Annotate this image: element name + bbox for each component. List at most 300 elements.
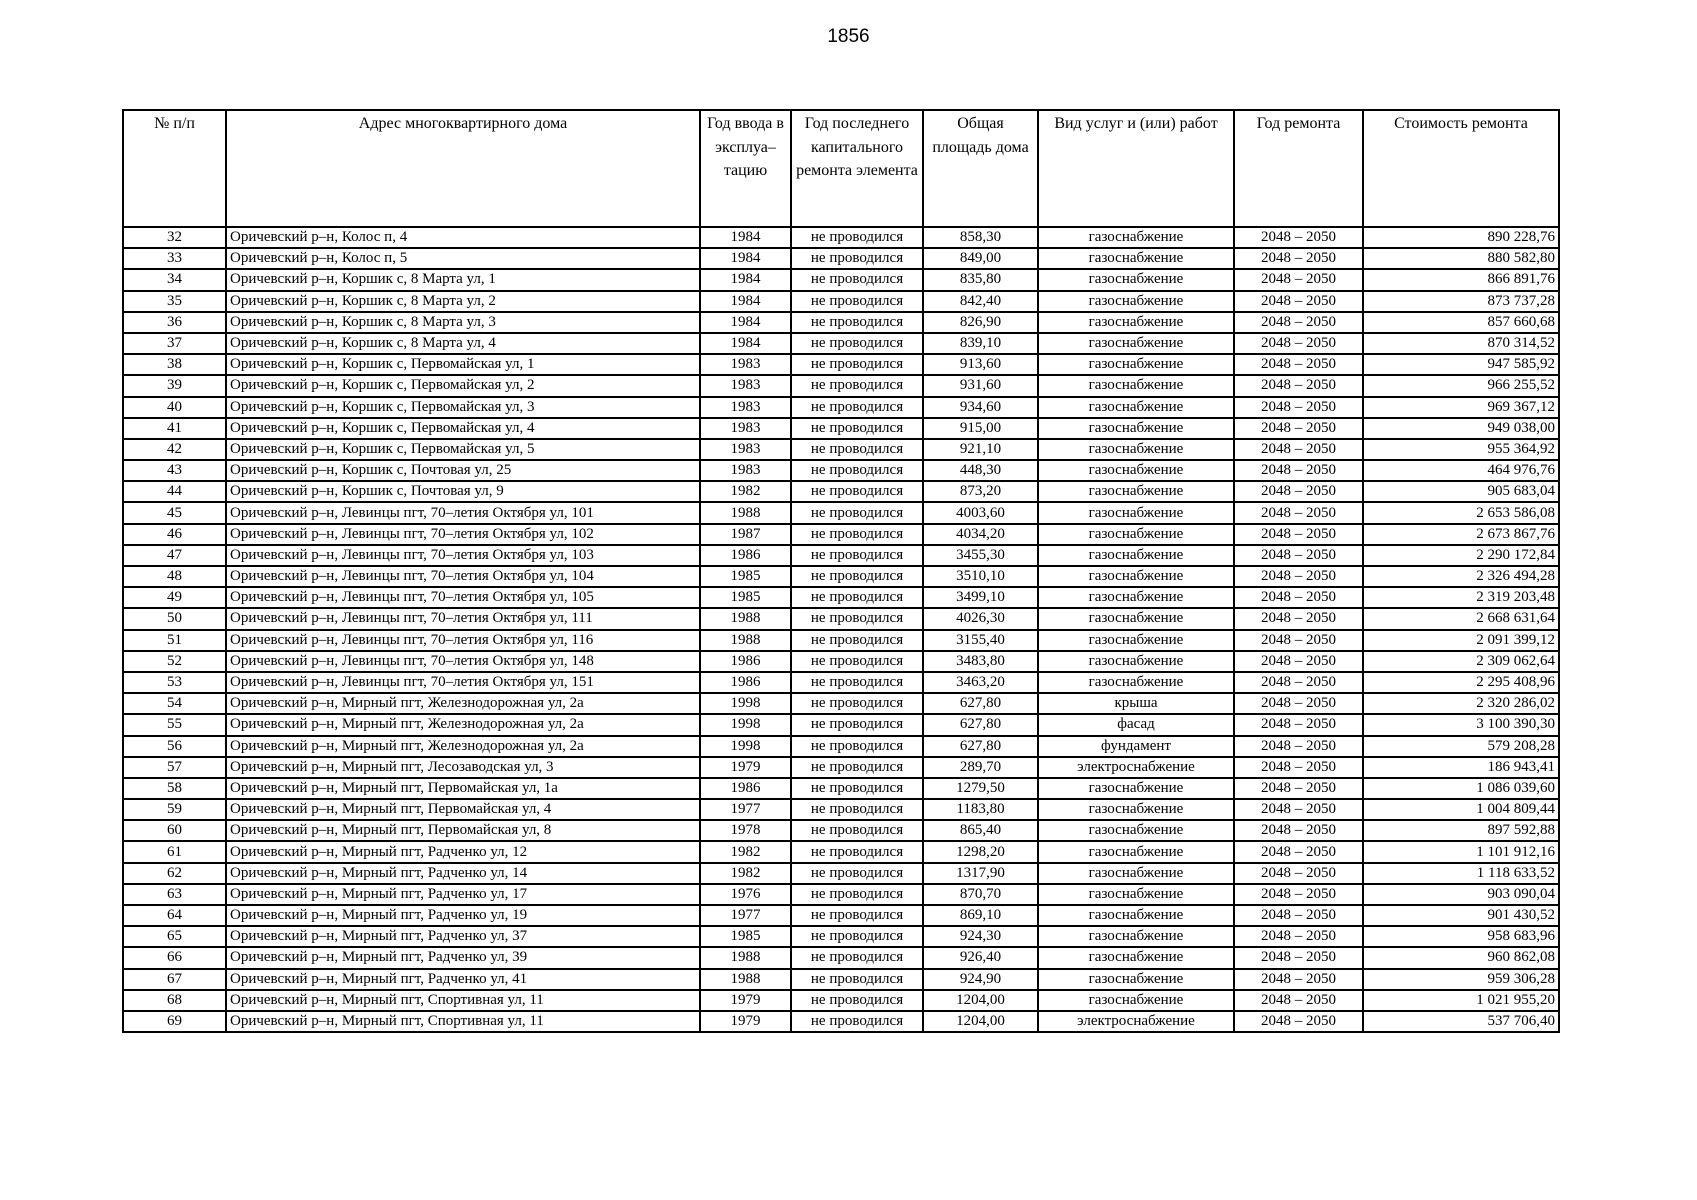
cell-repair-year: 2048 – 2050 xyxy=(1234,227,1363,248)
cell-last-repair: не проводился xyxy=(791,757,923,778)
cell-cost: 890 228,76 xyxy=(1363,227,1559,248)
cell-last-repair: не проводился xyxy=(791,227,923,248)
cell-repair-year: 2048 – 2050 xyxy=(1234,969,1363,990)
table-row xyxy=(123,714,1559,735)
cell-cost: 2 290 172,84 xyxy=(1363,545,1559,566)
table-row xyxy=(123,693,1559,714)
cell-service: газоснабжение xyxy=(1038,502,1234,523)
cell-area: 1317,90 xyxy=(923,863,1038,884)
cell-service: газоснабжение xyxy=(1038,566,1234,587)
cell-address: Оричевский р–н, Мирный пгт, Радченко ул, 14 xyxy=(226,863,700,884)
table-row xyxy=(123,545,1559,566)
cell-repair-year: 2048 – 2050 xyxy=(1234,757,1363,778)
header-repair-year: Год ремонта xyxy=(1234,110,1363,227)
cell-address: Оричевский р–н, Мирный пгт, Лесозаводская ул, 3 xyxy=(226,757,700,778)
cell-num: 66 xyxy=(123,947,226,968)
cell-service: газоснабжение xyxy=(1038,884,1234,905)
cell-last-repair: не проводился xyxy=(791,672,923,693)
table-row xyxy=(123,905,1559,926)
cell-repair-year: 2048 – 2050 xyxy=(1234,545,1363,566)
cell-last-repair: не проводился xyxy=(791,884,923,905)
cell-service: газоснабжение xyxy=(1038,820,1234,841)
cell-last-repair: не проводился xyxy=(791,460,923,481)
cell-area: 858,30 xyxy=(923,227,1038,248)
cell-repair-year: 2048 – 2050 xyxy=(1234,884,1363,905)
cell-last-repair: не проводился xyxy=(791,905,923,926)
cell-year-built: 1985 xyxy=(700,926,791,947)
cell-num: 49 xyxy=(123,587,226,608)
table-row xyxy=(123,291,1559,312)
cell-service: газоснабжение xyxy=(1038,291,1234,312)
cell-service: газоснабжение xyxy=(1038,481,1234,502)
cell-service: электроснабжение xyxy=(1038,1011,1234,1032)
cell-service: газоснабжение xyxy=(1038,397,1234,418)
cell-cost: 947 585,92 xyxy=(1363,354,1559,375)
cell-address: Оричевский р–н, Левинцы пгт, 70–летия Октября ул, 102 xyxy=(226,524,700,545)
cell-address: Оричевский р–н, Колос п, 5 xyxy=(226,248,700,269)
cell-repair-year: 2048 – 2050 xyxy=(1234,312,1363,333)
cell-address: Оричевский р–н, Мирный пгт, Железнодорожная ул, 2а xyxy=(226,693,700,714)
cell-repair-year: 2048 – 2050 xyxy=(1234,354,1363,375)
cell-service: газоснабжение xyxy=(1038,227,1234,248)
cell-repair-year: 2048 – 2050 xyxy=(1234,947,1363,968)
cell-cost: 2 295 408,96 xyxy=(1363,672,1559,693)
cell-service: фасад xyxy=(1038,714,1234,735)
cell-year-built: 1986 xyxy=(700,651,791,672)
cell-repair-year: 2048 – 2050 xyxy=(1234,291,1363,312)
cell-last-repair: не проводился xyxy=(791,714,923,735)
cell-num: 34 xyxy=(123,269,226,290)
cell-cost: 2 319 203,48 xyxy=(1363,587,1559,608)
cell-repair-year: 2048 – 2050 xyxy=(1234,269,1363,290)
cell-last-repair: не проводился xyxy=(791,312,923,333)
cell-repair-year: 2048 – 2050 xyxy=(1234,651,1363,672)
table-row xyxy=(123,397,1559,418)
cell-cost: 960 862,08 xyxy=(1363,947,1559,968)
table-row xyxy=(123,651,1559,672)
cell-cost: 2 320 286,02 xyxy=(1363,693,1559,714)
cell-area: 926,40 xyxy=(923,947,1038,968)
cell-num: 53 xyxy=(123,672,226,693)
cell-repair-year: 2048 – 2050 xyxy=(1234,841,1363,862)
cell-address: Оричевский р–н, Коршик с, Первомайская ул, 2 xyxy=(226,375,700,396)
cell-num: 33 xyxy=(123,248,226,269)
cell-service: газоснабжение xyxy=(1038,333,1234,354)
cell-year-built: 1982 xyxy=(700,841,791,862)
cell-last-repair: не проводился xyxy=(791,502,923,523)
cell-num: 42 xyxy=(123,439,226,460)
cell-area: 1279,50 xyxy=(923,778,1038,799)
cell-num: 39 xyxy=(123,375,226,396)
cell-address: Оричевский р–н, Коршик с, Первомайская ул, 1 xyxy=(226,354,700,375)
cell-num: 54 xyxy=(123,693,226,714)
table-header-row xyxy=(123,110,1559,227)
cell-num: 68 xyxy=(123,990,226,1011)
header-num: № п/п xyxy=(123,110,226,227)
cell-area: 869,10 xyxy=(923,905,1038,926)
cell-repair-year: 2048 – 2050 xyxy=(1234,481,1363,502)
cell-num: 62 xyxy=(123,863,226,884)
cell-last-repair: не проводился xyxy=(791,608,923,629)
cell-year-built: 1983 xyxy=(700,375,791,396)
cell-address: Оричевский р–н, Мирный пгт, Железнодорожная ул, 2а xyxy=(226,714,700,735)
cell-last-repair: не проводился xyxy=(791,947,923,968)
cell-year-built: 1984 xyxy=(700,248,791,269)
cell-cost: 2 653 586,08 xyxy=(1363,502,1559,523)
cell-address: Оричевский р–н, Коршик с, Первомайская ул, 4 xyxy=(226,418,700,439)
cell-address: Оричевский р–н, Левинцы пгт, 70–летия Октября ул, 101 xyxy=(226,502,700,523)
cell-area: 835,80 xyxy=(923,269,1038,290)
cell-area: 289,70 xyxy=(923,757,1038,778)
table-row xyxy=(123,672,1559,693)
table-row xyxy=(123,608,1559,629)
cell-repair-year: 2048 – 2050 xyxy=(1234,820,1363,841)
table-row xyxy=(123,969,1559,990)
cell-area: 1298,20 xyxy=(923,841,1038,862)
table-row xyxy=(123,841,1559,862)
table-row xyxy=(123,630,1559,651)
cell-year-built: 1984 xyxy=(700,333,791,354)
cell-last-repair: не проводился xyxy=(791,397,923,418)
table-row xyxy=(123,248,1559,269)
cell-service: газоснабжение xyxy=(1038,799,1234,820)
cell-num: 52 xyxy=(123,651,226,672)
cell-num: 37 xyxy=(123,333,226,354)
cell-area: 842,40 xyxy=(923,291,1038,312)
table-row xyxy=(123,566,1559,587)
cell-cost: 1 004 809,44 xyxy=(1363,799,1559,820)
cell-last-repair: не проводился xyxy=(791,291,923,312)
cell-cost: 880 582,80 xyxy=(1363,248,1559,269)
cell-address: Оричевский р–н, Мирный пгт, Железнодорожная ул, 2а xyxy=(226,736,700,757)
cell-cost: 905 683,04 xyxy=(1363,481,1559,502)
cell-cost: 1 086 039,60 xyxy=(1363,778,1559,799)
cell-service: газоснабжение xyxy=(1038,672,1234,693)
cell-cost: 1 101 912,16 xyxy=(1363,841,1559,862)
cell-year-built: 1983 xyxy=(700,460,791,481)
table-row xyxy=(123,587,1559,608)
cell-num: 59 xyxy=(123,799,226,820)
cell-service: газоснабжение xyxy=(1038,778,1234,799)
cell-area: 3463,20 xyxy=(923,672,1038,693)
table-row xyxy=(123,375,1559,396)
cell-num: 40 xyxy=(123,397,226,418)
cell-cost: 903 090,04 xyxy=(1363,884,1559,905)
cell-service: газоснабжение xyxy=(1038,969,1234,990)
table-row xyxy=(123,757,1559,778)
cell-repair-year: 2048 – 2050 xyxy=(1234,460,1363,481)
cell-service: газоснабжение xyxy=(1038,269,1234,290)
cell-area: 4026,30 xyxy=(923,608,1038,629)
cell-num: 50 xyxy=(123,608,226,629)
cell-cost: 1 021 955,20 xyxy=(1363,990,1559,1011)
table-row xyxy=(123,418,1559,439)
table-row xyxy=(123,884,1559,905)
cell-last-repair: не проводился xyxy=(791,651,923,672)
cell-repair-year: 2048 – 2050 xyxy=(1234,693,1363,714)
cell-last-repair: не проводился xyxy=(791,524,923,545)
repair-registry-table xyxy=(122,109,1560,1033)
cell-repair-year: 2048 – 2050 xyxy=(1234,630,1363,651)
table-row xyxy=(123,333,1559,354)
cell-last-repair: не проводился xyxy=(791,545,923,566)
cell-address: Оричевский р–н, Мирный пгт, Первомайская ул, 4 xyxy=(226,799,700,820)
header-service: Вид услуг и (или) работ xyxy=(1038,110,1234,227)
cell-repair-year: 2048 – 2050 xyxy=(1234,375,1363,396)
cell-num: 55 xyxy=(123,714,226,735)
cell-area: 4034,20 xyxy=(923,524,1038,545)
cell-last-repair: не проводился xyxy=(791,799,923,820)
cell-cost: 955 364,92 xyxy=(1363,439,1559,460)
cell-year-built: 1987 xyxy=(700,524,791,545)
cell-repair-year: 2048 – 2050 xyxy=(1234,799,1363,820)
cell-service: газоснабжение xyxy=(1038,460,1234,481)
cell-cost: 2 326 494,28 xyxy=(1363,566,1559,587)
cell-num: 57 xyxy=(123,757,226,778)
cell-area: 924,30 xyxy=(923,926,1038,947)
table-row xyxy=(123,863,1559,884)
cell-repair-year: 2048 – 2050 xyxy=(1234,736,1363,757)
cell-service: крыша xyxy=(1038,693,1234,714)
cell-num: 65 xyxy=(123,926,226,947)
table-row xyxy=(123,1011,1559,1032)
cell-service: газоснабжение xyxy=(1038,608,1234,629)
cell-area: 1183,80 xyxy=(923,799,1038,820)
cell-cost: 949 038,00 xyxy=(1363,418,1559,439)
cell-year-built: 1988 xyxy=(700,947,791,968)
table-row xyxy=(123,269,1559,290)
cell-repair-year: 2048 – 2050 xyxy=(1234,1011,1363,1032)
cell-last-repair: не проводился xyxy=(791,969,923,990)
cell-service: газоснабжение xyxy=(1038,312,1234,333)
table-row xyxy=(123,439,1559,460)
cell-area: 4003,60 xyxy=(923,502,1038,523)
cell-repair-year: 2048 – 2050 xyxy=(1234,566,1363,587)
cell-service: газоснабжение xyxy=(1038,545,1234,566)
cell-cost: 2 309 062,64 xyxy=(1363,651,1559,672)
cell-address: Оричевский р–н, Коршик с, 8 Марта ул, 1 xyxy=(226,269,700,290)
cell-year-built: 1983 xyxy=(700,397,791,418)
table-row xyxy=(123,227,1559,248)
cell-last-repair: не проводился xyxy=(791,248,923,269)
cell-year-built: 1986 xyxy=(700,672,791,693)
cell-year-built: 1985 xyxy=(700,587,791,608)
cell-service: газоснабжение xyxy=(1038,439,1234,460)
cell-address: Оричевский р–н, Коршик с, 8 Марта ул, 2 xyxy=(226,291,700,312)
cell-last-repair: не проводился xyxy=(791,863,923,884)
cell-year-built: 1988 xyxy=(700,630,791,651)
cell-year-built: 1983 xyxy=(700,418,791,439)
cell-address: Оричевский р–н, Мирный пгт, Первомайская ул, 8 xyxy=(226,820,700,841)
cell-area: 870,70 xyxy=(923,884,1038,905)
cell-num: 67 xyxy=(123,969,226,990)
cell-address: Оричевский р–н, Мирный пгт, Спортивная ул, 11 xyxy=(226,1011,700,1032)
cell-year-built: 1985 xyxy=(700,566,791,587)
table-row xyxy=(123,926,1559,947)
cell-repair-year: 2048 – 2050 xyxy=(1234,502,1363,523)
cell-year-built: 1984 xyxy=(700,269,791,290)
cell-address: Оричевский р–н, Коршик с, 8 Марта ул, 4 xyxy=(226,333,700,354)
cell-year-built: 1983 xyxy=(700,439,791,460)
cell-cost: 2 668 631,64 xyxy=(1363,608,1559,629)
page-number: 1856 xyxy=(827,26,870,47)
cell-last-repair: не проводился xyxy=(791,1011,923,1032)
cell-address: Оричевский р–н, Мирный пгт, Первомайская ул, 1а xyxy=(226,778,700,799)
cell-last-repair: не проводился xyxy=(791,333,923,354)
cell-area: 627,80 xyxy=(923,693,1038,714)
header-year-built: Год ввода в эксплуа– тацию xyxy=(700,110,791,227)
cell-cost: 537 706,40 xyxy=(1363,1011,1559,1032)
cell-repair-year: 2048 – 2050 xyxy=(1234,418,1363,439)
table-row xyxy=(123,820,1559,841)
cell-area: 839,10 xyxy=(923,333,1038,354)
table-row xyxy=(123,947,1559,968)
cell-address: Оричевский р–н, Мирный пгт, Радченко ул, 17 xyxy=(226,884,700,905)
cell-address: Оричевский р–н, Левинцы пгт, 70–летия Октября ул, 103 xyxy=(226,545,700,566)
cell-address: Оричевский р–н, Левинцы пгт, 70–летия Октября ул, 111 xyxy=(226,608,700,629)
cell-last-repair: не проводился xyxy=(791,630,923,651)
cell-cost: 959 306,28 xyxy=(1363,969,1559,990)
cell-cost: 2 673 867,76 xyxy=(1363,524,1559,545)
cell-num: 63 xyxy=(123,884,226,905)
table-row xyxy=(123,799,1559,820)
cell-year-built: 1983 xyxy=(700,354,791,375)
cell-num: 36 xyxy=(123,312,226,333)
cell-address: Оричевский р–н, Левинцы пгт, 70–летия Октября ул, 151 xyxy=(226,672,700,693)
cell-cost: 897 592,88 xyxy=(1363,820,1559,841)
cell-address: Оричевский р–н, Коршик с, 8 Марта ул, 3 xyxy=(226,312,700,333)
cell-last-repair: не проводился xyxy=(791,990,923,1011)
cell-cost: 186 943,41 xyxy=(1363,757,1559,778)
cell-address: Оричевский р–н, Мирный пгт, Спортивная ул, 11 xyxy=(226,990,700,1011)
cell-cost: 958 683,96 xyxy=(1363,926,1559,947)
cell-service: газоснабжение xyxy=(1038,651,1234,672)
table-row xyxy=(123,354,1559,375)
cell-repair-year: 2048 – 2050 xyxy=(1234,926,1363,947)
cell-year-built: 1978 xyxy=(700,820,791,841)
cell-last-repair: не проводился xyxy=(791,481,923,502)
cell-area: 627,80 xyxy=(923,736,1038,757)
cell-repair-year: 2048 – 2050 xyxy=(1234,990,1363,1011)
cell-cost: 3 100 390,30 xyxy=(1363,714,1559,735)
cell-area: 3155,40 xyxy=(923,630,1038,651)
cell-area: 3455,30 xyxy=(923,545,1038,566)
cell-num: 60 xyxy=(123,820,226,841)
cell-year-built: 1979 xyxy=(700,990,791,1011)
cell-num: 46 xyxy=(123,524,226,545)
header-address: Адрес многоквартирного дома xyxy=(226,110,700,227)
cell-year-built: 1998 xyxy=(700,693,791,714)
cell-num: 48 xyxy=(123,566,226,587)
cell-area: 826,90 xyxy=(923,312,1038,333)
cell-year-built: 1988 xyxy=(700,502,791,523)
cell-area: 1204,00 xyxy=(923,1011,1038,1032)
table-row xyxy=(123,736,1559,757)
cell-num: 64 xyxy=(123,905,226,926)
cell-service: газоснабжение xyxy=(1038,863,1234,884)
cell-address: Оричевский р–н, Коршик с, Первомайская ул, 5 xyxy=(226,439,700,460)
cell-year-built: 1982 xyxy=(700,863,791,884)
cell-repair-year: 2048 – 2050 xyxy=(1234,248,1363,269)
cell-area: 931,60 xyxy=(923,375,1038,396)
cell-last-repair: не проводился xyxy=(791,439,923,460)
cell-cost: 2 091 399,12 xyxy=(1363,630,1559,651)
cell-last-repair: не проводился xyxy=(791,693,923,714)
cell-service: газоснабжение xyxy=(1038,926,1234,947)
cell-year-built: 1986 xyxy=(700,545,791,566)
cell-address: Оричевский р–н, Левинцы пгт, 70–летия Октября ул, 116 xyxy=(226,630,700,651)
cell-num: 56 xyxy=(123,736,226,757)
cell-year-built: 1988 xyxy=(700,608,791,629)
cell-area: 934,60 xyxy=(923,397,1038,418)
cell-year-built: 1976 xyxy=(700,884,791,905)
cell-repair-year: 2048 – 2050 xyxy=(1234,587,1363,608)
cell-num: 58 xyxy=(123,778,226,799)
cell-cost: 464 976,76 xyxy=(1363,460,1559,481)
cell-cost: 1 118 633,52 xyxy=(1363,863,1559,884)
cell-year-built: 1979 xyxy=(700,757,791,778)
table-row xyxy=(123,312,1559,333)
cell-num: 45 xyxy=(123,502,226,523)
cell-area: 849,00 xyxy=(923,248,1038,269)
table-row xyxy=(123,502,1559,523)
cell-year-built: 1984 xyxy=(700,312,791,333)
cell-year-built: 1984 xyxy=(700,291,791,312)
table-row xyxy=(123,778,1559,799)
header-cost: Стоимость ремонта xyxy=(1363,110,1559,227)
cell-address: Оричевский р–н, Мирный пгт, Радченко ул, 19 xyxy=(226,905,700,926)
cell-area: 915,00 xyxy=(923,418,1038,439)
cell-cost: 901 430,52 xyxy=(1363,905,1559,926)
header-last-repair: Год последнего капитального ремонта элемента xyxy=(791,110,923,227)
cell-area: 873,20 xyxy=(923,481,1038,502)
cell-last-repair: не проводился xyxy=(791,587,923,608)
cell-area: 627,80 xyxy=(923,714,1038,735)
cell-num: 32 xyxy=(123,227,226,248)
cell-num: 43 xyxy=(123,460,226,481)
cell-service: газоснабжение xyxy=(1038,248,1234,269)
cell-repair-year: 2048 – 2050 xyxy=(1234,397,1363,418)
cell-repair-year: 2048 – 2050 xyxy=(1234,608,1363,629)
cell-year-built: 1977 xyxy=(700,799,791,820)
cell-area: 1204,00 xyxy=(923,990,1038,1011)
cell-area: 448,30 xyxy=(923,460,1038,481)
cell-cost: 873 737,28 xyxy=(1363,291,1559,312)
cell-num: 35 xyxy=(123,291,226,312)
table-row xyxy=(123,990,1559,1011)
cell-cost: 866 891,76 xyxy=(1363,269,1559,290)
cell-num: 38 xyxy=(123,354,226,375)
cell-service: электроснабжение xyxy=(1038,757,1234,778)
cell-repair-year: 2048 – 2050 xyxy=(1234,714,1363,735)
cell-area: 3499,10 xyxy=(923,587,1038,608)
cell-repair-year: 2048 – 2050 xyxy=(1234,863,1363,884)
cell-cost: 579 208,28 xyxy=(1363,736,1559,757)
cell-address: Оричевский р–н, Коршик с, Почтовая ул, 9 xyxy=(226,481,700,502)
table-row xyxy=(123,460,1559,481)
cell-cost: 870 314,52 xyxy=(1363,333,1559,354)
cell-year-built: 1982 xyxy=(700,481,791,502)
cell-year-built: 1977 xyxy=(700,905,791,926)
cell-year-built: 1998 xyxy=(700,736,791,757)
cell-area: 924,90 xyxy=(923,969,1038,990)
cell-year-built: 1998 xyxy=(700,714,791,735)
cell-year-built: 1988 xyxy=(700,969,791,990)
cell-year-built: 1986 xyxy=(700,778,791,799)
cell-address: Оричевский р–н, Коршик с, Первомайская ул, 3 xyxy=(226,397,700,418)
cell-last-repair: не проводился xyxy=(791,841,923,862)
cell-area: 865,40 xyxy=(923,820,1038,841)
